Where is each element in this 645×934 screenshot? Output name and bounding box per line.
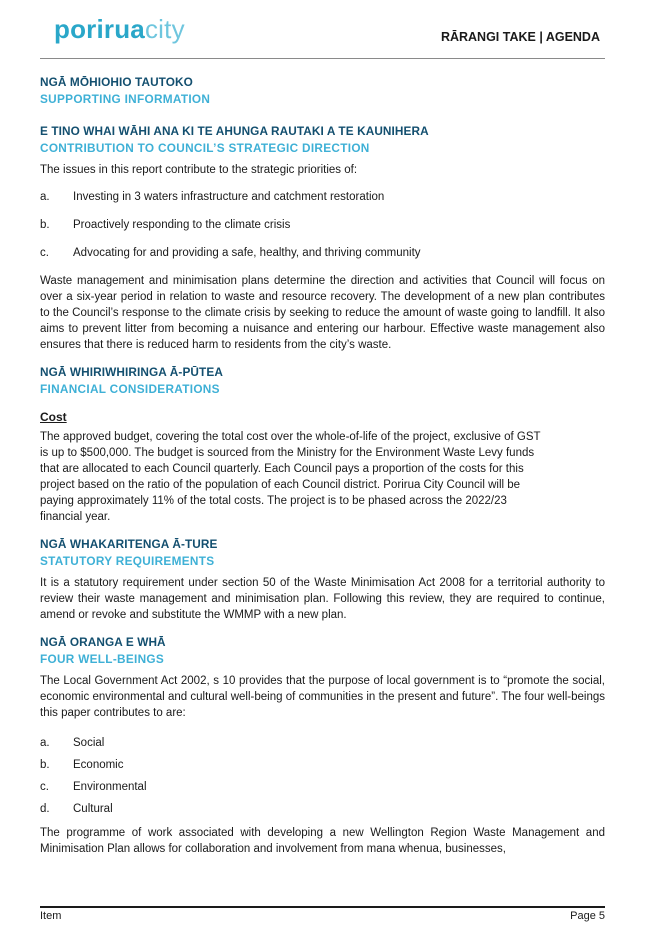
intro-text: The issues in this report contribute to the strategic priorities of:: [40, 164, 358, 176]
strategic-priorities-list: [40, 189, 605, 261]
section-four-well-beings: [40, 635, 605, 857]
list-item: [40, 801, 605, 817]
list-text: Proactively responding to the climate crisis: [73, 219, 291, 231]
logo-text-city: city: [144, 14, 185, 44]
list-text: Cultural: [73, 803, 113, 815]
header-title: RĀRANGI TAKE | AGENDA: [440, 30, 600, 44]
list-text: Social: [73, 737, 105, 749]
text-line: that are allocated to each Council quarterly. Each Council pays a proportion of the costs for this: [40, 463, 524, 475]
list-item: [40, 217, 605, 233]
list-marker: d.: [40, 803, 50, 815]
header-divider: [40, 58, 605, 59]
heading-maori: NGĀ MŌHIOHIO TAUTOKO: [40, 75, 193, 89]
list-item: [40, 779, 605, 795]
list-marker: a.: [40, 737, 50, 749]
heading-maori: E TINO WHAI WĀHI ANA KI TE AHUNGA RAUTAKI A TE KAUNIHERA: [40, 124, 429, 138]
heading-english: FINANCIAL CONSIDERATIONS: [40, 382, 220, 396]
subheading-cost: Cost: [40, 410, 67, 424]
logo-text-porirua: porirua: [54, 14, 145, 44]
list-text: Environmental: [73, 781, 147, 793]
list-marker: a.: [40, 191, 50, 203]
text-line: project based on the ratio of the population of each Council district. Porirua City Council will be: [40, 479, 521, 491]
section-strategic-direction: [40, 124, 605, 353]
body-paragraph: The Local Government Act 2002, s 10 provides that the purpose of local government is to “promote the social, economic environmental and cultural well-being of communities in the present and future”. The four well-beings this paper contributes to are:: [40, 675, 605, 719]
footer-divider: [40, 906, 605, 908]
heading-maori: NGĀ ORANGA E WHĀ: [40, 635, 166, 649]
text-line: paying approximately 11% of the total costs. The project is to be phased across the 2022/23: [40, 495, 507, 507]
heading-english: FOUR WELL-BEINGS: [40, 652, 165, 666]
heading-english: CONTRIBUTION TO COUNCIL’S STRATEGIC DIRECTION: [40, 141, 370, 155]
footer-page-number: Page 5: [570, 910, 605, 922]
list-item: [40, 245, 605, 261]
text-line: The approved budget, covering the total cost over the whole-of-life of the project, exclusive of GST: [40, 431, 541, 443]
text-line: is up to $500,000. The budget is sourced from the Ministry for the Environment Waste Levy funds: [40, 447, 535, 459]
document-body: [40, 75, 605, 857]
heading-english: SUPPORTING INFORMATION: [40, 92, 211, 106]
list-text: Economic: [73, 759, 124, 771]
text-line: financial year.: [40, 511, 111, 523]
section-supporting-information: [40, 75, 605, 107]
body-paragraph: The programme of work associated with developing a new Wellington Region Waste Management and Minimisation Plan allows for collaboration and involvement from mana whenua, businesses,: [40, 827, 605, 855]
list-marker: b.: [40, 759, 50, 771]
list-marker: c.: [40, 781, 49, 793]
list-marker: b.: [40, 219, 50, 231]
footer-item-label: Item: [40, 910, 62, 922]
page-header: [0, 0, 645, 62]
section-financial-considerations: [40, 365, 605, 525]
heading-maori: NGĀ WHAKARITENGA Ā-TURE: [40, 537, 218, 551]
list-item: [40, 189, 605, 205]
list-marker: c.: [40, 247, 49, 259]
porirua-city-logo: [54, 14, 185, 44]
list-item: [40, 757, 605, 773]
well-beings-list: [40, 735, 605, 817]
list-text: Advocating for and providing a safe, healthy, and thriving community: [73, 247, 421, 259]
body-paragraph: It is a statutory requirement under section 50 of the Waste Minimisation Act 2008 for a territorial authority to review their waste management and minimisation plan. Following this review, they are required to continue, amend or revoke and substitute the WMMP with a new plan.: [40, 577, 605, 621]
list-text: Investing in 3 waters infrastructure and catchment restoration: [73, 191, 385, 203]
section-statutory-requirements: [40, 537, 605, 623]
heading-english: STATUTORY REQUIREMENTS: [40, 554, 215, 568]
list-item: [40, 735, 605, 751]
cost-paragraph: [40, 429, 605, 525]
heading-maori: NGĀ WHIRIWHIRINGA Ā-PŪTEA: [40, 365, 223, 379]
body-paragraph: Waste management and minimisation plans determine the direction and activities that Council will focus on over a six-year period in relation to waste and resource recovery. The development of a new plan contributes to the Council’s response to the climate crisis by seeking to reduce the amount of waste going to landfill. It also aims to prevent litter from becoming a nuisance and entering our harbour. Effective waste management also ensures that there is reduced harm to residents from the city’s waste.: [40, 275, 605, 351]
